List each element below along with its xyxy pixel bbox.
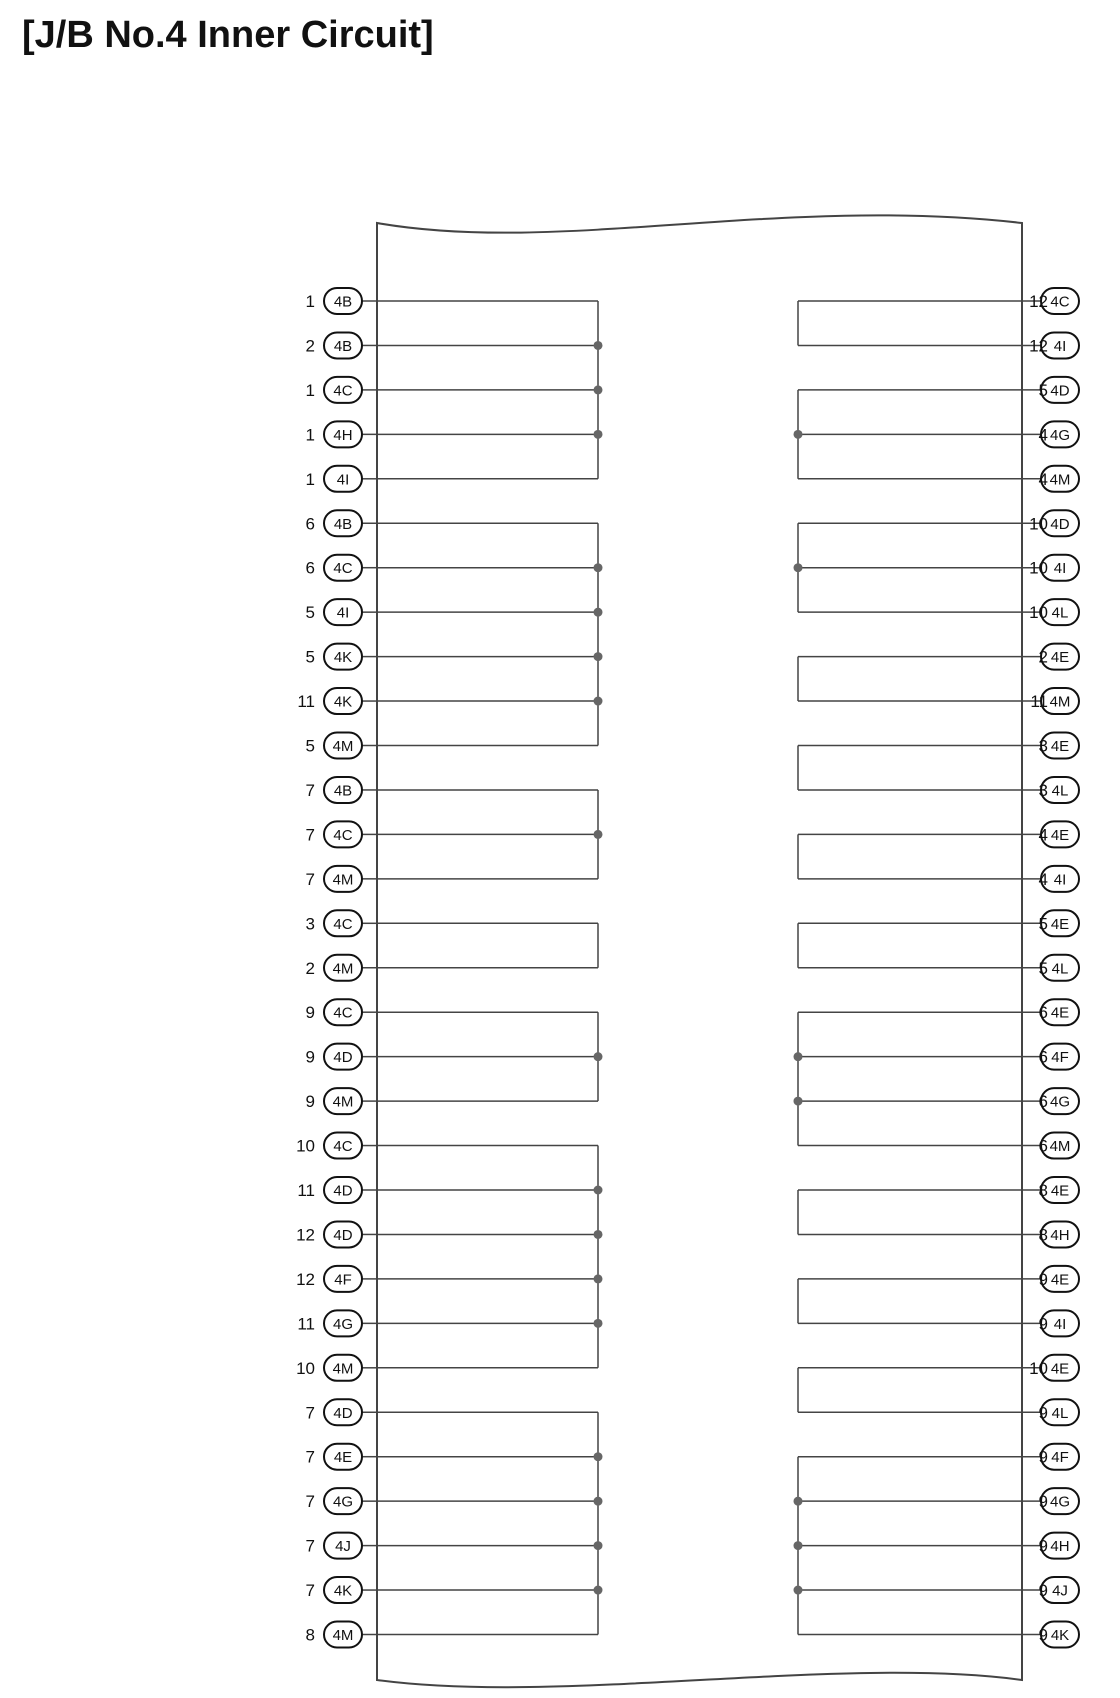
pin-number: 4 [1038,869,1048,889]
connector-code: 4C [333,560,353,578]
connector-code: 4E [1050,1182,1070,1200]
connector-code: 4G [1049,1493,1071,1511]
connector-code: 4I [336,604,350,622]
connector-code: 4L [1051,1404,1069,1422]
connector-code: 4D [1050,515,1070,533]
connector-code: 4E [1050,826,1070,844]
pin-number: 6 [305,558,315,578]
pin-number: 10 [1029,558,1048,578]
pin-number: 9 [1038,1403,1048,1423]
connector-code: 4M [332,738,354,755]
connector-code: 4M [332,1627,354,1644]
pin-number: 6 [1038,1136,1048,1156]
connector-code: 4D [333,1404,353,1422]
connector-code: 4I [1053,871,1067,889]
connector-code: 4M [1049,471,1071,489]
right-circuit-group [798,288,1079,358]
splice-dot [794,1586,803,1595]
pin-number: 5 [305,647,315,667]
connector-code: 4L [1051,604,1069,622]
splice-dot [594,430,603,439]
pin-number: 12 [296,1269,315,1289]
pin-number: 8 [1038,1225,1048,1245]
connector-code: 4C [333,915,353,933]
connector-code: 4D [1050,382,1070,400]
pin-number: 11 [297,1181,315,1200]
pin-number: 6 [305,514,315,534]
right-circuit-group [798,910,1079,980]
splice-dot [794,563,803,572]
connector-code: 4F [334,1271,352,1289]
connector-code: 4H [1050,1538,1070,1556]
splice-dot [794,1097,803,1106]
junction-block-outline [377,215,1022,1687]
connector-code: 4B [333,782,353,800]
pin-number: 9 [1038,1625,1048,1645]
splice-dot [794,1541,803,1550]
pin-number: 6 [1038,1092,1048,1112]
pin-number: 5 [1038,380,1048,400]
pin-number: 7 [305,1447,315,1467]
splice-dot [594,1274,603,1283]
connector-code: 4K [1050,1627,1070,1644]
pin-number: 1 [305,380,315,400]
splice-dot [594,652,603,661]
connector-code: 4B [333,515,353,533]
pin-number: 9 [1038,1447,1048,1467]
splice-dot [794,1052,803,1061]
right-circuit-group [794,1444,1080,1648]
right-side-circuits [794,288,1080,1648]
pin-number: 3 [305,914,315,934]
pin-number: 2 [1038,647,1048,667]
pin-number: 1 [305,425,315,445]
splice-dot [594,1230,603,1239]
splice-dot [594,341,603,350]
connector-code: 4G [1049,426,1071,444]
connector-code: 4D [333,1226,353,1244]
pin-number: 7 [305,825,315,845]
pin-number: 9 [1038,1269,1048,1289]
connector-code: 4M [332,871,354,889]
connector-code: 4K [333,649,353,667]
connector-code: 4M [1049,693,1071,711]
pin-number: 6 [1038,1047,1048,1067]
connector-code: 4M [1049,1138,1071,1156]
splice-dot [594,697,603,706]
pin-number: 1 [305,292,315,311]
left-circuit-group [297,510,602,758]
connector-code: 4I [1053,560,1067,578]
pin-number: 6 [1038,1003,1048,1023]
splice-dot [594,1541,603,1550]
left-circuit-group [306,777,603,892]
pin-number: 3 [1038,736,1048,756]
pin-number: 11 [1030,692,1048,712]
connector-code: 4F [1051,1449,1069,1467]
connector-code: 4E [1050,738,1070,755]
pin-number: 10 [1029,603,1048,623]
pin-number: 5 [305,736,315,756]
connector-code: 4K [333,693,353,711]
pin-number: 12 [1029,336,1048,356]
splice-dot [594,1497,603,1506]
connector-code: 4E [1050,649,1070,667]
splice-dot [594,830,603,839]
left-circuit-group [306,999,603,1114]
pin-number: 10 [296,1358,315,1378]
pin-number: 9 [1038,1536,1048,1556]
connector-code: 4I [1053,1315,1067,1333]
pin-number: 7 [305,1492,315,1512]
pin-number: 7 [305,1536,315,1556]
connector-code: 4C [333,1004,353,1022]
pin-number: 9 [305,1047,315,1067]
connector-code: 4J [1052,1582,1068,1600]
connector-code: 4E [333,1449,353,1467]
pin-number: 2 [305,336,315,356]
connector-code: 4G [332,1315,354,1333]
connector-code: 4K [333,1582,353,1600]
connector-code: 4I [1053,337,1067,355]
connector-code: 4D [333,1182,353,1200]
left-circuit-group [306,910,598,980]
splice-dot [594,1452,603,1461]
right-circuit-group [794,377,1080,492]
connector-code: 4B [333,337,353,355]
connector-code: 4L [1051,782,1069,800]
splice-dot [594,1586,603,1595]
connector-code: 4H [1050,1226,1070,1244]
splice-dot [594,608,603,617]
pin-number: 5 [1038,958,1048,978]
splice-dot [594,1319,603,1328]
pin-number: 7 [305,1581,315,1601]
pin-number: 8 [1038,1181,1048,1200]
splice-dot [594,385,603,394]
connector-code: 4C [333,1138,353,1156]
connector-code: 4E [1050,915,1070,933]
connector-code: 4E [1050,1360,1070,1378]
connector-code: 4J [335,1538,351,1556]
pin-number: 1 [305,469,315,489]
pin-number: 11 [297,1314,315,1334]
right-circuit-group [794,510,1080,625]
left-side-circuits [296,288,602,1648]
pin-number: 12 [296,1225,315,1245]
pin-number: 10 [1029,1358,1048,1378]
pin-number: 5 [1038,914,1048,934]
right-circuit-group [798,1177,1079,1247]
left-circuit-group [306,1399,603,1647]
connector-code: 4E [1050,1271,1070,1289]
right-circuit-group [798,821,1079,891]
connector-code: 4C [333,826,353,844]
left-circuit-group [296,1133,602,1381]
connector-code: 4E [1050,1004,1070,1022]
connector-code: 4C [1050,293,1070,311]
splice-dot [594,563,603,572]
connector-code: 4G [1049,1093,1071,1111]
splice-dot [794,1497,803,1506]
pin-number: 12 [1029,292,1048,311]
right-circuit-group [798,644,1079,714]
pin-number: 7 [305,869,315,889]
left-circuit-group [306,288,603,492]
page-title: [J/B No.4 Inner Circuit] [22,14,434,56]
pin-number: 4 [1038,825,1048,845]
pin-number: 10 [296,1136,315,1156]
connector-code: 4G [332,1493,354,1511]
right-circuit-group [798,1355,1079,1425]
splice-dot [594,1052,603,1061]
splice-dot [794,430,803,439]
pin-number: 9 [305,1003,315,1023]
pin-number: 9 [305,1092,315,1112]
pin-number: 9 [1038,1581,1048,1601]
connector-code: 4M [332,1093,354,1111]
connector-code: 4H [333,426,353,444]
pin-number: 8 [305,1625,315,1645]
connector-code: 4L [1051,960,1069,978]
pin-number: 7 [305,780,315,800]
connector-code: 4M [332,1360,354,1378]
pin-number: 4 [1038,469,1048,489]
pin-number: 5 [305,603,315,623]
pin-number: 9 [1038,1314,1048,1334]
connector-code: 4F [1051,1049,1069,1067]
splice-dot [594,1186,603,1195]
connector-code: 4B [333,293,353,311]
connector-code: 4D [333,1049,353,1067]
pin-number: 3 [1038,780,1048,800]
pin-number: 7 [305,1403,315,1423]
pin-number: 4 [1038,425,1048,445]
pin-number: 10 [1029,514,1048,534]
connector-code: 4I [336,471,350,489]
pin-number: 11 [297,692,315,712]
pin-number: 9 [1038,1492,1048,1512]
pin-number: 2 [305,958,315,978]
right-circuit-group [798,733,1079,803]
connector-code: 4M [332,960,354,978]
connector-code: 4C [333,382,353,400]
right-circuit-group [794,999,1080,1158]
right-circuit-group [798,1266,1079,1336]
